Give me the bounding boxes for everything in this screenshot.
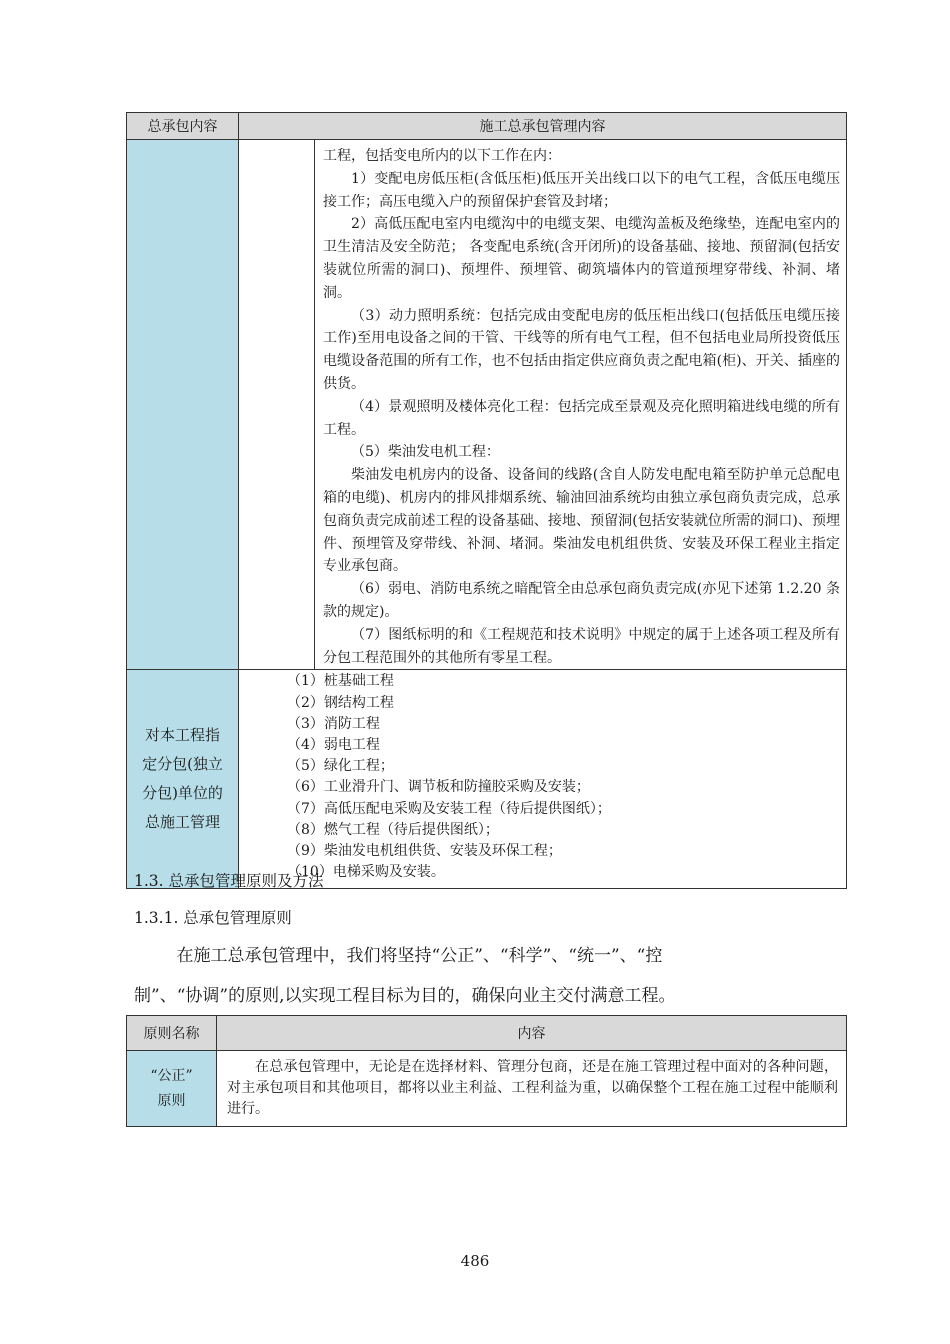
scope-paragraph: （7）图纸标明的和《工程规范和技术说明》中规定的属于上述各项工程及所有分包工程范围外的其他所有零星工程。 — [323, 626, 840, 666]
label-line: 总施工管理 — [144, 813, 220, 832]
list-item: （4）弱电工程 — [287, 736, 380, 753]
scope-paragraph: （3）动力照明系统：包括完成由变配电房的低压柜出线口(包括低压电缆压接工作)至用电设备之间的干管、干线等的所有电气工程，但不包括电业局所投资低压电缆设备范围的所有工作，也不包括由指定供应商负责之配电箱(柜)、开关、插座的供货。 — [323, 307, 840, 392]
general-contract-table — [126, 112, 847, 889]
section-heading-1-3-1: 1.3.1. 总承包管理原则 — [134, 909, 292, 927]
principles-table — [126, 1015, 847, 1127]
subcontract-list — [239, 670, 847, 889]
list-item: （10）电梯采购及安装。 — [287, 864, 445, 881]
label-line: “公正” — [150, 1067, 193, 1084]
designated-subcontractor-label — [127, 670, 239, 889]
label-line: 分包)单位的 — [142, 784, 223, 803]
scope-paragraph: 工程，包括变电所内的以下工作在内： — [323, 148, 561, 164]
page-number: 486 — [460, 1252, 490, 1270]
col-header-contract-content: 总承包内容 — [127, 113, 239, 140]
fairness-principle-label — [127, 1051, 217, 1127]
scope-paragraph: （6）弱电、消防电系统之暗配管全由总承包商负责完成(亦见下述第 1.2.20 条款的规定)。 — [323, 581, 840, 620]
label-line: 对本工程指 — [144, 726, 220, 745]
principle-text: 在总承包管理中，无论是在选择材料、管理分包商，还是在施工管理过程中面对的各种问题，对主承包项目和其他项目，都将以业主利益、工程利益为重，以确保整个工程在施工过程中能顺利进行。 — [227, 1059, 838, 1117]
list-item: （1）桩基础工程 — [287, 673, 394, 690]
scope-paragraph: （4）景观照明及楼体亮化工程：包括完成至景观及亮化照明箱进线电缆的所有工程。 — [323, 398, 840, 438]
list-item: （6）工业滑升门、调节板和防撞胶采购及安装； — [287, 779, 590, 796]
label-line: 原则 — [157, 1092, 186, 1109]
principles-paragraph-line1: 在施工总承包管理中，我们将坚持“公正”、“科学”、“统一”、“控 — [176, 946, 663, 966]
scope-paragraph: （5）柴油发电机工程： — [351, 444, 500, 461]
scope-paragraph: 1）变配电房低压柜(含低压柜)低压开关出线口以下的电气工程，含低压电缆压接工作；高压电缆入户的预留保护套管及封堵； — [323, 170, 840, 210]
scope-paragraph: 2）高低压配电室内电缆沟中的电缆支架、电缆沟盖板及绝缘垫，连配电室内的卫生清洁及安全防范； 各变配电系统(含开闭所)的设备基础、接地、预留洞(包括安装就位所需的洞口)、预埋件、预埋管、砌筑墙体内的管道预埋穿带线、补洞、堵洞。 — [323, 216, 840, 301]
row1-blank-cell — [239, 140, 315, 670]
col-header-content: 内容 — [217, 1016, 847, 1051]
section-heading-1-3: 1.3. 总承包管理原则及方法 — [134, 872, 324, 890]
fairness-principle-content — [217, 1051, 847, 1127]
scope-paragraph: 柴油发电机房内的设备、设备间的线路(含自人防发电配电箱至防护单元总配电箱的电缆)、机房内的排风排烟系统、输油回油系统均由独立承包商负责完成，总承包商负责完成前述工程的设备基础、接地、预留洞(包括安装就位所需的洞口)、预埋件、预埋管及穿带线、补洞、堵洞。柴油发电机组供货、安装及环保工程业主指定专业承包商。 — [323, 467, 840, 575]
list-item: （5）绿化工程； — [287, 758, 394, 775]
list-item: （9）柴油发电机组供货、安装及环保工程； — [287, 842, 562, 859]
list-item: （2）钢结构工程 — [287, 694, 394, 711]
label-line: 定分包(独立 — [142, 755, 223, 774]
col-header-principle-name: 原则名称 — [127, 1016, 217, 1051]
list-item: （8）燃气工程（待后提供图纸）； — [287, 821, 499, 838]
principles-paragraph-line2: 制”、“协调”的原则,以实现工程目标为目的，确保向业主交付满意工程。 — [134, 986, 676, 1006]
row1-label-cell — [127, 140, 239, 670]
list-item: （3）消防工程 — [287, 715, 380, 732]
col-header-management-content: 施工总承包管理内容 — [239, 113, 847, 140]
list-item: （7）高低压配电采购及安装工程（待后提供图纸）； — [287, 800, 611, 817]
electrical-scope-cell — [315, 140, 847, 670]
